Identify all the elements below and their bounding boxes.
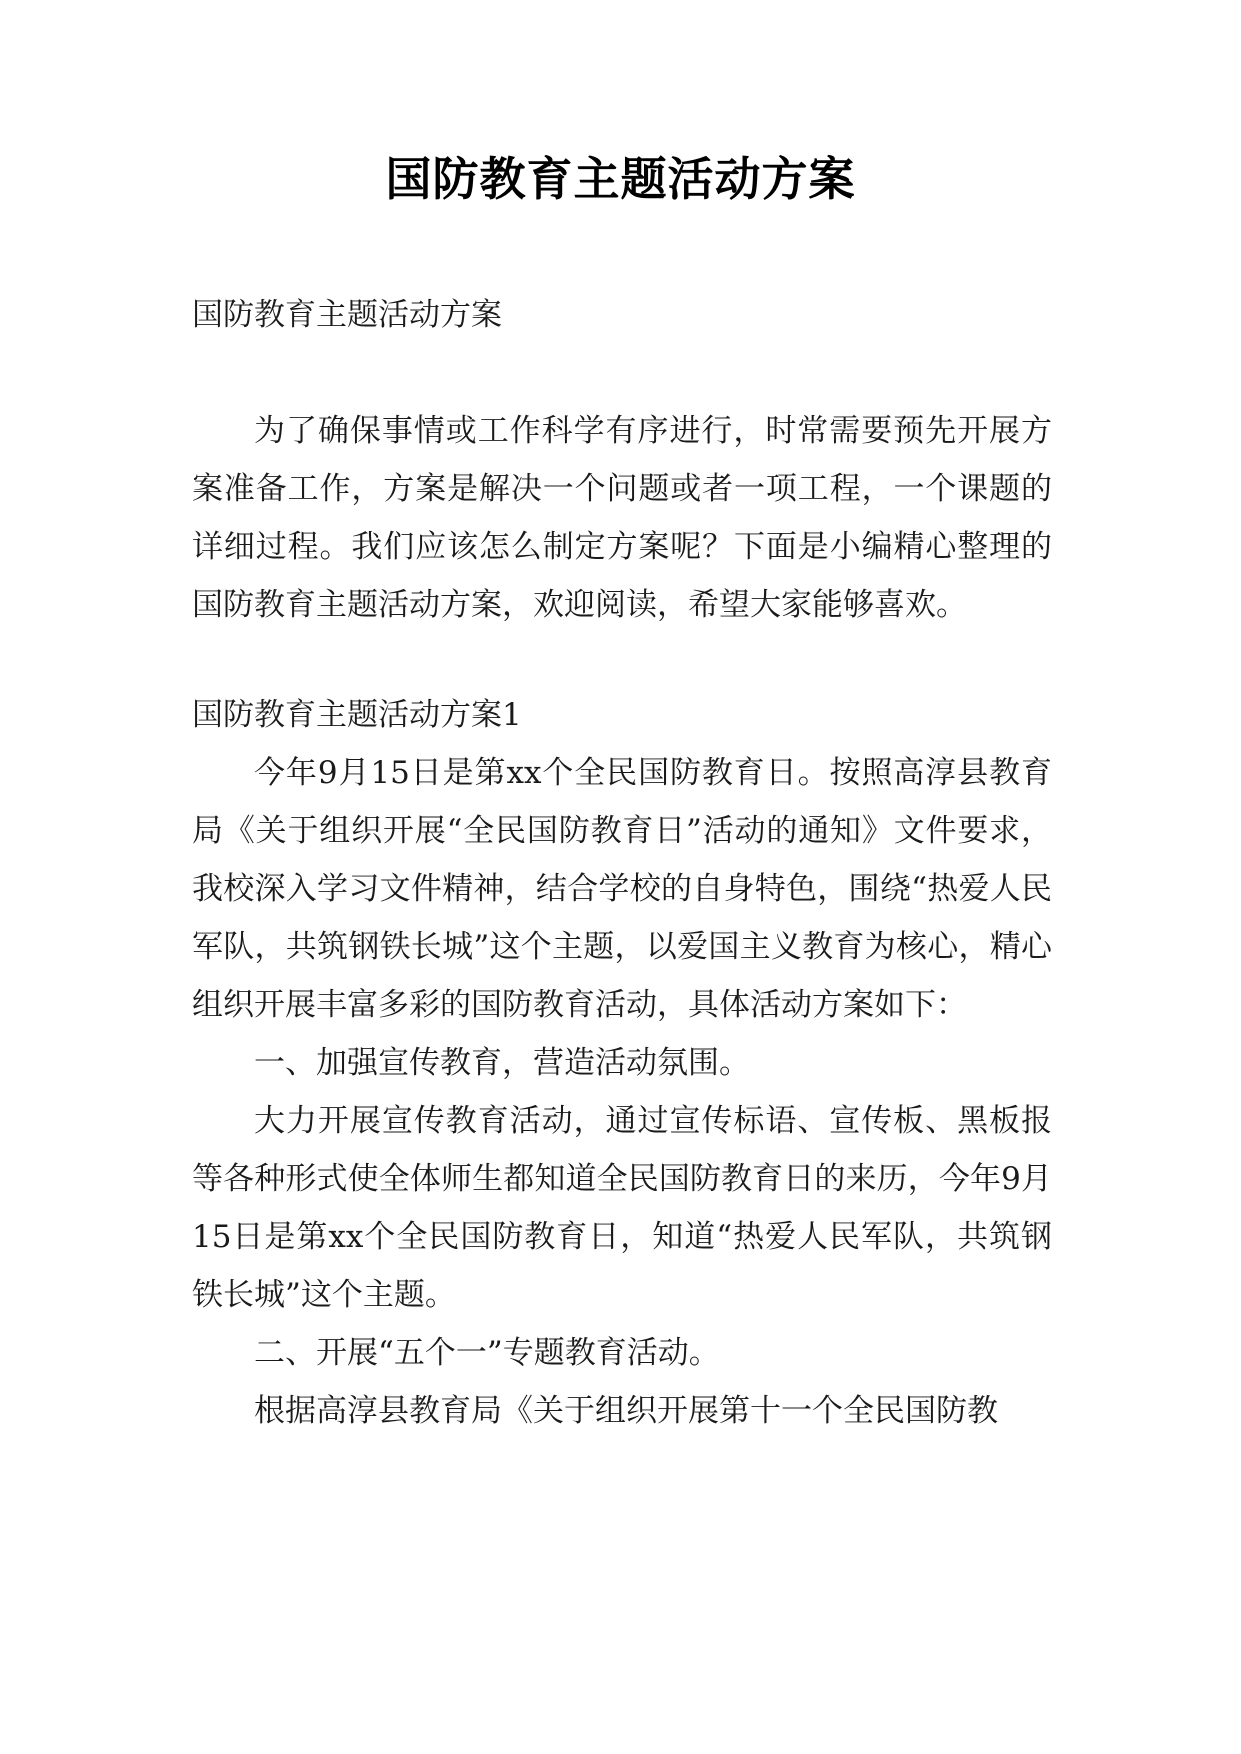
body-paragraph: 大力开展宣传教育活动，通过宣传标语、宣传板、黑板报等各种形式使全体师生都知道全民国防教育日的来历，今年9月15日是第xx个全民国防教育日，知道“热爱人民军队，共筑钢铁长城”这个主题。: [192, 1103, 1052, 1313]
section-item-heading: 一、加强宣传教育，营造活动氛围。: [254, 1045, 750, 1081]
intro-paragraph: 为了确保事情或工作科学有序进行，时常需要预先开展方案准备工作，方案是解决一个问题或者一项工程，一个课题的详细过程。我们应该怎么制定方案呢？下面是小编精心整理的国防教育主题活动方案，欢迎阅读，希望大家能够喜欢。: [192, 413, 1052, 623]
section-item-heading: 二、开展“五个一”专题教育活动。: [254, 1335, 720, 1371]
section-heading: 国防教育主题活动方案1: [192, 697, 522, 733]
document-subtitle: 国防教育主题活动方案: [192, 297, 502, 333]
body-paragraph: 根据高淳县教育局《关于组织开展第十一个全民国防教: [254, 1393, 998, 1429]
document-body: [192, 286, 1052, 1440]
body-paragraph: 今年9月15日是第xx个全民国防教育日。按照高淳县教育局《关于组织开展“全民国防教育日”活动的通知》文件要求，我校深入学习文件精神，结合学校的自身特色，围绕“热爱人民军队，共筑钢铁长城”这个主题，以爱国主义教育为核心，精心组织开展丰富多彩的国防教育活动，具体活动方案如下：: [192, 755, 1052, 1023]
document-title: 国防教育主题活动方案: [385, 152, 856, 206]
